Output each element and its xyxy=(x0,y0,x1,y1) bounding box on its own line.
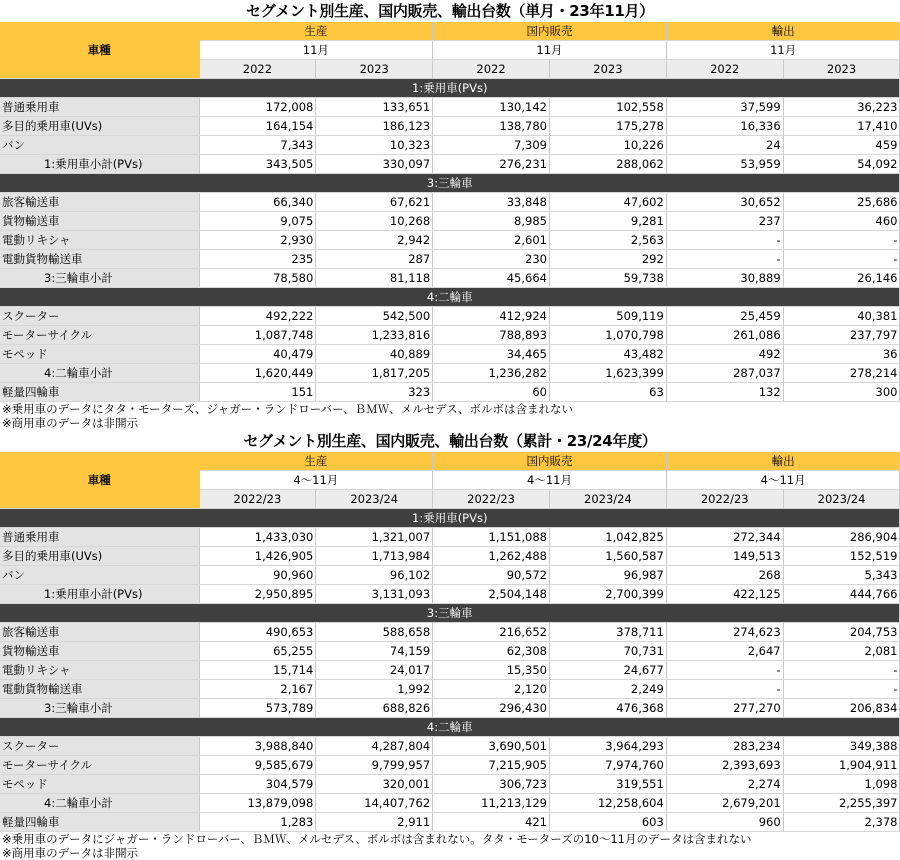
corner-header: 車種 xyxy=(0,452,199,509)
value-cell: 2,081 xyxy=(783,642,900,661)
value-cell: - xyxy=(783,231,900,250)
value-cell: 1,262,488 xyxy=(433,547,550,566)
row-label: 電動リキシャ xyxy=(0,231,199,250)
row-label: バン xyxy=(0,136,199,155)
segment-name: 4:二輪車 xyxy=(0,288,900,307)
value-cell: 24,677 xyxy=(549,661,666,680)
value-cell: 306,723 xyxy=(433,775,550,794)
value-cell: 67,621 xyxy=(316,193,433,212)
value-cell: 1,817,205 xyxy=(316,364,433,383)
segment-name: 3:三輪車 xyxy=(0,604,900,623)
value-cell: 132 xyxy=(666,383,783,402)
table-row xyxy=(0,307,900,326)
value-cell: 1,620,449 xyxy=(199,364,316,383)
segment-header-row xyxy=(0,79,900,98)
value-cell: 349,388 xyxy=(783,737,900,756)
value-cell: 45,664 xyxy=(433,269,550,288)
year-header: 2023 xyxy=(783,60,900,79)
row-label: 1:乗用車小計(PVs) xyxy=(0,585,199,604)
table-row xyxy=(0,547,900,566)
value-cell: - xyxy=(666,250,783,269)
value-cell: 74,159 xyxy=(316,642,433,661)
group-header: 国内販売 xyxy=(433,22,667,41)
table-row xyxy=(0,775,900,794)
row-label: モーターサイクル xyxy=(0,756,199,775)
table-row xyxy=(0,136,900,155)
value-cell: 7,215,905 xyxy=(433,756,550,775)
value-cell: 1,623,399 xyxy=(549,364,666,383)
group-header: 生産 xyxy=(199,22,433,41)
value-cell: 287,037 xyxy=(666,364,783,383)
value-cell: 3,131,093 xyxy=(316,585,433,604)
value-cell: 9,585,679 xyxy=(199,756,316,775)
row-label: 4:二輪車小計 xyxy=(0,364,199,383)
subtotal-row xyxy=(0,364,900,383)
group-header: 輸出 xyxy=(666,452,900,471)
row-label: 普通乗用車 xyxy=(0,98,199,117)
table-row xyxy=(0,326,900,345)
value-cell: - xyxy=(666,661,783,680)
value-cell: 33,848 xyxy=(433,193,550,212)
value-cell: 278,214 xyxy=(783,364,900,383)
value-cell: 11,213,129 xyxy=(433,794,550,813)
value-cell: 5,343 xyxy=(783,566,900,585)
value-cell: 70,731 xyxy=(549,642,666,661)
table-row xyxy=(0,623,900,642)
value-cell: - xyxy=(783,250,900,269)
value-cell: 40,889 xyxy=(316,345,433,364)
group-header: 国内販売 xyxy=(433,452,667,471)
value-cell: 296,430 xyxy=(433,699,550,718)
row-label: 貨物輸送車 xyxy=(0,642,199,661)
year-header: 2023/24 xyxy=(549,490,666,509)
table-row xyxy=(0,661,900,680)
value-cell: 14,407,762 xyxy=(316,794,433,813)
row-label: モペッド xyxy=(0,775,199,794)
year-header: 2022 xyxy=(199,60,316,79)
value-cell: 1,713,984 xyxy=(316,547,433,566)
table-row xyxy=(0,231,900,250)
value-cell: 133,651 xyxy=(316,98,433,117)
value-cell: 261,086 xyxy=(666,326,783,345)
value-cell: 2,255,397 xyxy=(783,794,900,813)
value-cell: 573,789 xyxy=(199,699,316,718)
value-cell: 2,942 xyxy=(316,231,433,250)
segment-table xyxy=(0,22,900,402)
note-line: ※乗用車のデータにタタ・モーターズ、ジャガー・ランドローバー、ＢＭＷ、メルセデス、ボルボは含まれない xyxy=(2,402,574,416)
value-cell: 186,123 xyxy=(316,117,433,136)
value-cell: 47,602 xyxy=(549,193,666,212)
value-cell: 66,340 xyxy=(199,193,316,212)
value-cell: 283,234 xyxy=(666,737,783,756)
value-cell: 8,985 xyxy=(433,212,550,231)
value-cell: 3,988,840 xyxy=(199,737,316,756)
value-cell: 272,344 xyxy=(666,528,783,547)
value-cell: 300 xyxy=(783,383,900,402)
row-label: スクーター xyxy=(0,307,199,326)
value-cell: 274,623 xyxy=(666,623,783,642)
value-cell: 63 xyxy=(549,383,666,402)
value-cell: 15,714 xyxy=(199,661,316,680)
value-cell: 24 xyxy=(666,136,783,155)
group-header: 生産 xyxy=(199,452,433,471)
value-cell: 152,519 xyxy=(783,547,900,566)
period-header: 4～11月 xyxy=(666,471,900,490)
value-cell: 62,308 xyxy=(433,642,550,661)
value-cell: 138,780 xyxy=(433,117,550,136)
value-cell: 2,700,399 xyxy=(549,585,666,604)
value-cell: 16,336 xyxy=(666,117,783,136)
value-cell: 54,092 xyxy=(783,155,900,174)
table-row xyxy=(0,528,900,547)
value-cell: 10,226 xyxy=(549,136,666,155)
table-row xyxy=(0,250,900,269)
value-cell: 287 xyxy=(316,250,433,269)
value-cell: 1,098 xyxy=(783,775,900,794)
row-label: 軽量四輪車 xyxy=(0,383,199,402)
value-cell: 175,278 xyxy=(549,117,666,136)
segment-header-row xyxy=(0,509,900,528)
value-cell: 286,904 xyxy=(783,528,900,547)
value-cell: 542,500 xyxy=(316,307,433,326)
value-cell: 30,889 xyxy=(666,269,783,288)
value-cell: 9,799,957 xyxy=(316,756,433,775)
value-cell: 3,964,293 xyxy=(549,737,666,756)
value-cell: 276,231 xyxy=(433,155,550,174)
value-cell: 319,551 xyxy=(549,775,666,794)
table-title: セグメント別生産、国内販売、輸出台数（累計・23/24年度） xyxy=(243,432,657,450)
row-label: バン xyxy=(0,566,199,585)
table-row xyxy=(0,566,900,585)
period-header: 11月 xyxy=(199,41,433,60)
value-cell: 2,274 xyxy=(666,775,783,794)
value-cell: 412,924 xyxy=(433,307,550,326)
value-cell: 164,154 xyxy=(199,117,316,136)
value-cell: 81,118 xyxy=(316,269,433,288)
value-cell: 90,572 xyxy=(433,566,550,585)
table-row xyxy=(0,345,900,364)
table-row xyxy=(0,383,900,402)
table-title: セグメント別生産、国内販売、輸出台数（単月・23年11月） xyxy=(246,2,654,20)
period-header: 11月 xyxy=(666,41,900,60)
value-cell: 2,167 xyxy=(199,680,316,699)
subtotal-row xyxy=(0,155,900,174)
value-cell: 172,008 xyxy=(199,98,316,117)
header-row-groups xyxy=(0,452,900,471)
value-cell: 13,879,098 xyxy=(199,794,316,813)
value-cell: 102,558 xyxy=(549,98,666,117)
value-cell: 40,381 xyxy=(783,307,900,326)
subtotal-row xyxy=(0,699,900,718)
row-label: 旅客輸送車 xyxy=(0,623,199,642)
value-cell: 2,647 xyxy=(666,642,783,661)
value-cell: 422,125 xyxy=(666,585,783,604)
table-row xyxy=(0,193,900,212)
value-cell: 2,563 xyxy=(549,231,666,250)
value-cell: 268 xyxy=(666,566,783,585)
year-header: 2023/24 xyxy=(316,490,433,509)
value-cell: 9,075 xyxy=(199,212,316,231)
year-header: 2023 xyxy=(316,60,433,79)
year-header: 2022/23 xyxy=(666,490,783,509)
value-cell: 10,268 xyxy=(316,212,433,231)
segment-name: 1:乗用車(PVs) xyxy=(0,509,900,528)
value-cell: 9,281 xyxy=(549,212,666,231)
value-cell: 492 xyxy=(666,345,783,364)
value-cell: 960 xyxy=(666,813,783,832)
segment-name: 3:三輪車 xyxy=(0,174,900,193)
row-label: 3:三輪車小計 xyxy=(0,269,199,288)
value-cell: 588,658 xyxy=(316,623,433,642)
table-row xyxy=(0,756,900,775)
value-cell: 2,120 xyxy=(433,680,550,699)
row-label: 軽量四輪車 xyxy=(0,813,199,832)
table-row xyxy=(0,117,900,136)
value-cell: 1,233,816 xyxy=(316,326,433,345)
value-cell: 292 xyxy=(549,250,666,269)
value-cell: 1,426,905 xyxy=(199,547,316,566)
value-cell: 1,433,030 xyxy=(199,528,316,547)
value-cell: 2,950,895 xyxy=(199,585,316,604)
value-cell: 17,410 xyxy=(783,117,900,136)
value-cell: 1,070,798 xyxy=(549,326,666,345)
note-line: ※商用車のデータは非開示 xyxy=(2,846,139,860)
table-row xyxy=(0,737,900,756)
subtotal-row xyxy=(0,269,900,288)
segment-table xyxy=(0,452,900,832)
row-label: スクーター xyxy=(0,737,199,756)
notes xyxy=(0,832,900,860)
value-cell: - xyxy=(666,680,783,699)
value-cell: 130,142 xyxy=(433,98,550,117)
row-label: 3:三輪車小計 xyxy=(0,699,199,718)
row-label: 1:乗用車小計(PVs) xyxy=(0,155,199,174)
notes xyxy=(0,402,900,430)
segment-header-row xyxy=(0,174,900,193)
header-row-groups xyxy=(0,22,900,41)
group-header: 輸出 xyxy=(666,22,900,41)
row-label: 普通乗用車 xyxy=(0,528,199,547)
row-label: モペッド xyxy=(0,345,199,364)
value-cell: 10,323 xyxy=(316,136,433,155)
value-cell: 90,960 xyxy=(199,566,316,585)
value-cell: 492,222 xyxy=(199,307,316,326)
value-cell: 60 xyxy=(433,383,550,402)
value-cell: 1,904,911 xyxy=(783,756,900,775)
value-cell: 323 xyxy=(316,383,433,402)
segment-name: 4:二輪車 xyxy=(0,718,900,737)
value-cell: - xyxy=(783,661,900,680)
value-cell: 4,287,804 xyxy=(316,737,433,756)
row-label: 多目的乗用車(UVs) xyxy=(0,547,199,566)
value-cell: 237 xyxy=(666,212,783,231)
value-cell: 788,893 xyxy=(433,326,550,345)
value-cell: 1,042,825 xyxy=(549,528,666,547)
value-cell: 2,930 xyxy=(199,231,316,250)
value-cell: 320,001 xyxy=(316,775,433,794)
value-cell: 36 xyxy=(783,345,900,364)
year-header: 2023 xyxy=(549,60,666,79)
value-cell: 26,146 xyxy=(783,269,900,288)
note-line: ※乗用車のデータにジャガー・ランドローバー、ＢＭＷ、メルセデス、ボルボは含まれない。タタ・モーターズの10～11月のデータは含まれない xyxy=(2,832,752,846)
value-cell: 1,992 xyxy=(316,680,433,699)
value-cell: 237,797 xyxy=(783,326,900,345)
value-cell: 2,911 xyxy=(316,813,433,832)
row-label: 多目的乗用車(UVs) xyxy=(0,117,199,136)
value-cell: 43,482 xyxy=(549,345,666,364)
value-cell: 459 xyxy=(783,136,900,155)
value-cell: 59,738 xyxy=(549,269,666,288)
segment-header-row xyxy=(0,604,900,623)
segment-header-row xyxy=(0,718,900,737)
value-cell: 7,343 xyxy=(199,136,316,155)
value-cell: 460 xyxy=(783,212,900,231)
value-cell: 304,579 xyxy=(199,775,316,794)
value-cell: 343,505 xyxy=(199,155,316,174)
value-cell: 12,258,604 xyxy=(549,794,666,813)
value-cell: 2,504,148 xyxy=(433,585,550,604)
value-cell: 421 xyxy=(433,813,550,832)
value-cell: 65,255 xyxy=(199,642,316,661)
value-cell: 2,249 xyxy=(549,680,666,699)
value-cell: 151 xyxy=(199,383,316,402)
table-row xyxy=(0,680,900,699)
value-cell: 96,102 xyxy=(316,566,433,585)
value-cell: 37,599 xyxy=(666,98,783,117)
note-line: ※商用車のデータは非開示 xyxy=(2,416,139,430)
value-cell: 53,959 xyxy=(666,155,783,174)
value-cell: 149,513 xyxy=(666,547,783,566)
year-header: 2022/23 xyxy=(433,490,550,509)
year-header: 2023/24 xyxy=(783,490,900,509)
value-cell: 25,686 xyxy=(783,193,900,212)
value-cell: 30,652 xyxy=(666,193,783,212)
row-label: 貨物輸送車 xyxy=(0,212,199,231)
value-cell: 2,601 xyxy=(433,231,550,250)
value-cell: 204,753 xyxy=(783,623,900,642)
row-label: 電動貨物輸送車 xyxy=(0,680,199,699)
value-cell: 603 xyxy=(549,813,666,832)
value-cell: 1,236,282 xyxy=(433,364,550,383)
value-cell: 1,283 xyxy=(199,813,316,832)
year-header: 2022 xyxy=(433,60,550,79)
value-cell: 15,350 xyxy=(433,661,550,680)
value-cell: 2,378 xyxy=(783,813,900,832)
value-cell: 1,321,007 xyxy=(316,528,433,547)
value-cell: 216,652 xyxy=(433,623,550,642)
subtotal-row xyxy=(0,794,900,813)
value-cell: 24,017 xyxy=(316,661,433,680)
corner-header: 車種 xyxy=(0,22,199,79)
value-cell: 96,987 xyxy=(549,566,666,585)
segment-name: 1:乗用車(PVs) xyxy=(0,79,900,98)
table-row xyxy=(0,813,900,832)
segment-header-row xyxy=(0,288,900,307)
value-cell: 7,309 xyxy=(433,136,550,155)
value-cell: 7,974,760 xyxy=(549,756,666,775)
value-cell: 1,560,587 xyxy=(549,547,666,566)
value-cell: - xyxy=(783,680,900,699)
value-cell: 378,711 xyxy=(549,623,666,642)
value-cell: 1,151,088 xyxy=(433,528,550,547)
value-cell: 34,465 xyxy=(433,345,550,364)
table-row xyxy=(0,642,900,661)
table-row xyxy=(0,98,900,117)
value-cell: 40,479 xyxy=(199,345,316,364)
row-label: モーターサイクル xyxy=(0,326,199,345)
value-cell: 490,653 xyxy=(199,623,316,642)
value-cell: 288,062 xyxy=(549,155,666,174)
row-label: 電動貨物輸送車 xyxy=(0,250,199,269)
value-cell: - xyxy=(666,231,783,250)
value-cell: 476,368 xyxy=(549,699,666,718)
value-cell: 444,766 xyxy=(783,585,900,604)
year-header: 2022/23 xyxy=(199,490,316,509)
value-cell: 206,834 xyxy=(783,699,900,718)
row-label: 4:二輪車小計 xyxy=(0,794,199,813)
value-cell: 235 xyxy=(199,250,316,269)
value-cell: 688,826 xyxy=(316,699,433,718)
period-header: 4～11月 xyxy=(199,471,433,490)
table-section xyxy=(0,430,900,860)
period-header: 4～11月 xyxy=(433,471,667,490)
value-cell: 330,097 xyxy=(316,155,433,174)
value-cell: 230 xyxy=(433,250,550,269)
value-cell: 1,087,748 xyxy=(199,326,316,345)
year-header: 2022 xyxy=(666,60,783,79)
period-header: 11月 xyxy=(433,41,667,60)
subtotal-row xyxy=(0,585,900,604)
row-label: 電動リキシャ xyxy=(0,661,199,680)
value-cell: 78,580 xyxy=(199,269,316,288)
value-cell: 25,459 xyxy=(666,307,783,326)
value-cell: 277,270 xyxy=(666,699,783,718)
row-label: 旅客輸送車 xyxy=(0,193,199,212)
value-cell: 36,223 xyxy=(783,98,900,117)
value-cell: 2,679,201 xyxy=(666,794,783,813)
value-cell: 3,690,501 xyxy=(433,737,550,756)
value-cell: 509,119 xyxy=(549,307,666,326)
table-row xyxy=(0,212,900,231)
value-cell: 2,393,693 xyxy=(666,756,783,775)
